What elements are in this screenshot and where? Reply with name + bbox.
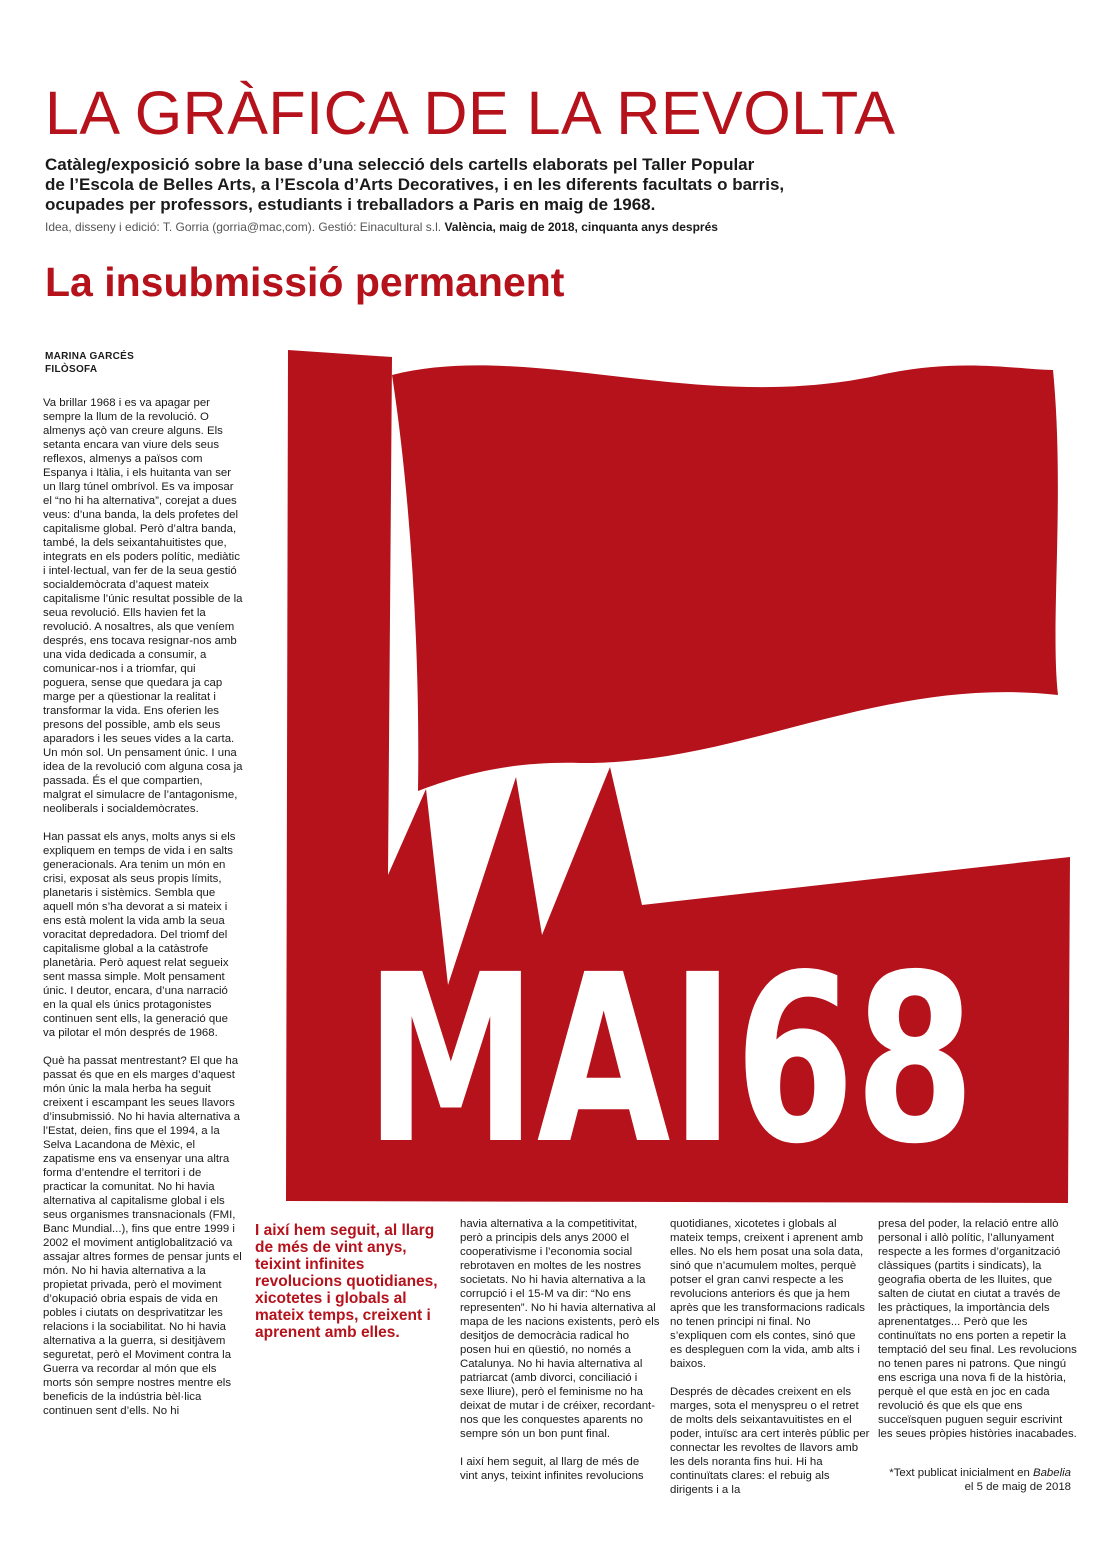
paragraph: Després de dècades creixent en els marges, sota el menyspreu o el retret de molts dels seixantavuitistes en el poder, intuïsc ara cert interès públic per connectar les revoltes de llavors amb les dels noranta fins hui. Hi ha continuïtats clares: el rebuig als dirigents i a la [670,1386,870,1496]
author-name: MARINA GARCÉS [45,351,135,362]
footnote-prefix: *Text publicat inicialment en [889,1467,1030,1479]
footnote-line-1 [889,1466,1071,1480]
pull-quote: I així hem seguit, al llarg de més de vint anys, teixint infinites revolucions quotidianes, xicotetes i globals al mateix temps, creixent i aprenent amb elles. [255,1222,438,1341]
footnote-date: el 5 de maig de 2018 [964,1481,1071,1493]
poster-mai68-text: MAI68 [365,925,975,1195]
footnote [889,1466,1071,1494]
article-column-1 [43,396,243,1432]
paragraph: Què ha passat mentrestant? El que ha passat és que en els marges d’aquest món únic la mala herba ha seguit creixent i escampant les seues llavors d’insubmissió. No hi havia alternativa a l’Estat, deien, fins que el 1994, a la Selva Lacandona de Mèxic, el zapatisme ens va ensenyar una altra forma d’entendre el territori i de practicar la comunitat. No hi havia alternativa al capitalisme global i els seus organismes transnacionals (FMI, Banc Mundial...), fins que entre 1999 i 2002 el moviment antiglobalització va assajar altres formes de pensar junts el món. No hi havia alternativa a la propietat privada, però el moviment d’okupació obria espais de vida en pobles i ciutats on desprivatitzar les relacions i la sociabilitat. No hi havia alternativa a la guerra, si desitjàvem seguretat, però el Moviment contra la Guerra va recordar al món que els morts són sempre nostres mentre els beneficis de la indústria bèl·lica continuen sent d’ells. No hi [43,1055,242,1417]
paragraph: Va brillar 1968 i es va apagar per sempre la llum de la revolució. O almenys açò van creure alguns. Els setanta encara van viure dels seus reflexos, almenys a països com Espanya i Itàlia, i els huitanta van ser un llarg túnel ombrívol. Es va imposar el “no hi ha alternativa”, corejat a dues veus: d’una banda, la dels profetes del capitalisme global. Però d’altra banda, també, la dels seixantahuitistes que, integrats en els poders polític, mediàtic i intel·lectual, van fer de la seua gestió socialdemòcrata d’aquest mateix capitalisme l’únic resultat possible de la seua revolució. Ells havien fet la revolució. A nosaltres, als que veníem després, ens tocava resignar-nos amb una vida dedicada a consumir, a comunicar-nos i a triomfar, qui poguera, sense que quedara ja cap marge per a qüestionar la realitat i transformar la vida. Ens oferien les presons del possible, amb els seus aparadors i les seues vides a la carta. Un món sol. Un pensament únic. I una idea de la revolució com alguna cosa ja passada. És el que compartien, malgrat el simulacre de l’antagonisme, neoliberals i socialdemòcrates. [43,397,243,815]
footnote-source: Babelia [1033,1467,1071,1479]
subtitle-line: de l’Escola de Belles Arts, a l’Escola d’Arts Decoratives, i en les diferents facultats o barris, [45,175,785,194]
catalog-subtitle [45,155,1045,215]
mai68-poster-illustration [280,345,1080,1205]
paragraph: I així hem seguit, al llarg de més de vint anys, teixint infinites revolucions [460,1456,644,1482]
article-headline: La insubmissió permanent [45,259,565,305]
paragraph: quotidianes, xicotetes i globals al mateix temps, creixent i aprenent amb elles. No els hem posat una sola data, sinó que n’acumulem moltes, perquè potser el gran canvi respecte a les revolucions anteriors és que ja hem après que les transformacions radicals no tenen principi ni final. No s’expliquen com els contes, sinó que es despleguen com la vida, amb alts i baixos. [670,1218,865,1370]
subtitle-line: Catàleg/exposició sobre la base d’una selecció dels cartells elaborats pel Taller Popular [45,155,755,174]
paragraph: presa del poder, la relació entre allò personal i allò polític, l’allunyament respecte a les formes d’organització clàssiques (partits i sindicats), la geografia oberta de les lluites, que salten de ciutat en ciutat a través de les pràctiques, la importància dels aprenentatges... Però que les continuïtats no ens porten a repetir la temptació del seu final. Les revolucions no tenen pares ni patrons. Que ningú ens escriga una nova fi de la història, perquè el que està en joc en cada revolució és que els que ens succeïsquen puguen seguir escrivint les seues pròpies històries inacabades. [878,1218,1077,1440]
credits-line [45,220,718,234]
page-title: LA GRÀFICA DE LA REVOLTA [45,79,896,147]
author-role: FILÒSOFA [45,364,98,375]
article-column-4 [878,1217,1078,1455]
article-column-3 [670,1217,870,1511]
red-flag [392,365,1058,791]
credits-text: Idea, disseny i edició: T. Gorria (gorria@mac,com). Gestió: Einacultural s.l. [45,220,442,234]
article-column-2 [460,1217,660,1497]
author-byline [45,350,134,376]
paragraph: havia alternativa a la competitivitat, però a principis dels anys 2000 el cooperativisme i l’economia social rebrotaven en moltes de les nostres societats. No hi havia alternativa a la corrupció i el 15-M va dir: “No ens representen”. No hi havia alternativa al mapa de les nacions existents, però els desitjos de democràcia radical ho posen hui en qüestió, no només a Catalunya. No hi havia alternativa al patriarcat (amb divorci, conciliació i sexe lliure), però el feminisme no ha deixat de mutar i de créixer, recordant-nos que les conquestes aparents no sempre són un bon punt final. [460,1218,660,1440]
subtitle-line: ocupades per professors, estudiants i treballadors a Paris en maig de 1968. [45,195,656,214]
paragraph: Han passat els anys, molts anys si els expliquem en temps de vida i en salts generacionals. Ara tenim un món en crisi, exposat als seus propis límits, planetaris i sistèmics. Sembla que aquell món s’ha devorat a si mateix i ens està molent la vida amb la seua voracitat depredadora. Del triomf del capitalisme global a la catàstrofe planetària. Però aquest relat segueix sent massa simple. Molt pensament únic. I deutor, encara, d’una narració en la qual els únics protagonistes continuen sent ells, la generació que va pilotar el món després de 1968. [43,831,236,1039]
credits-place-date: València, maig de 2018, cinquanta anys després [444,220,718,234]
